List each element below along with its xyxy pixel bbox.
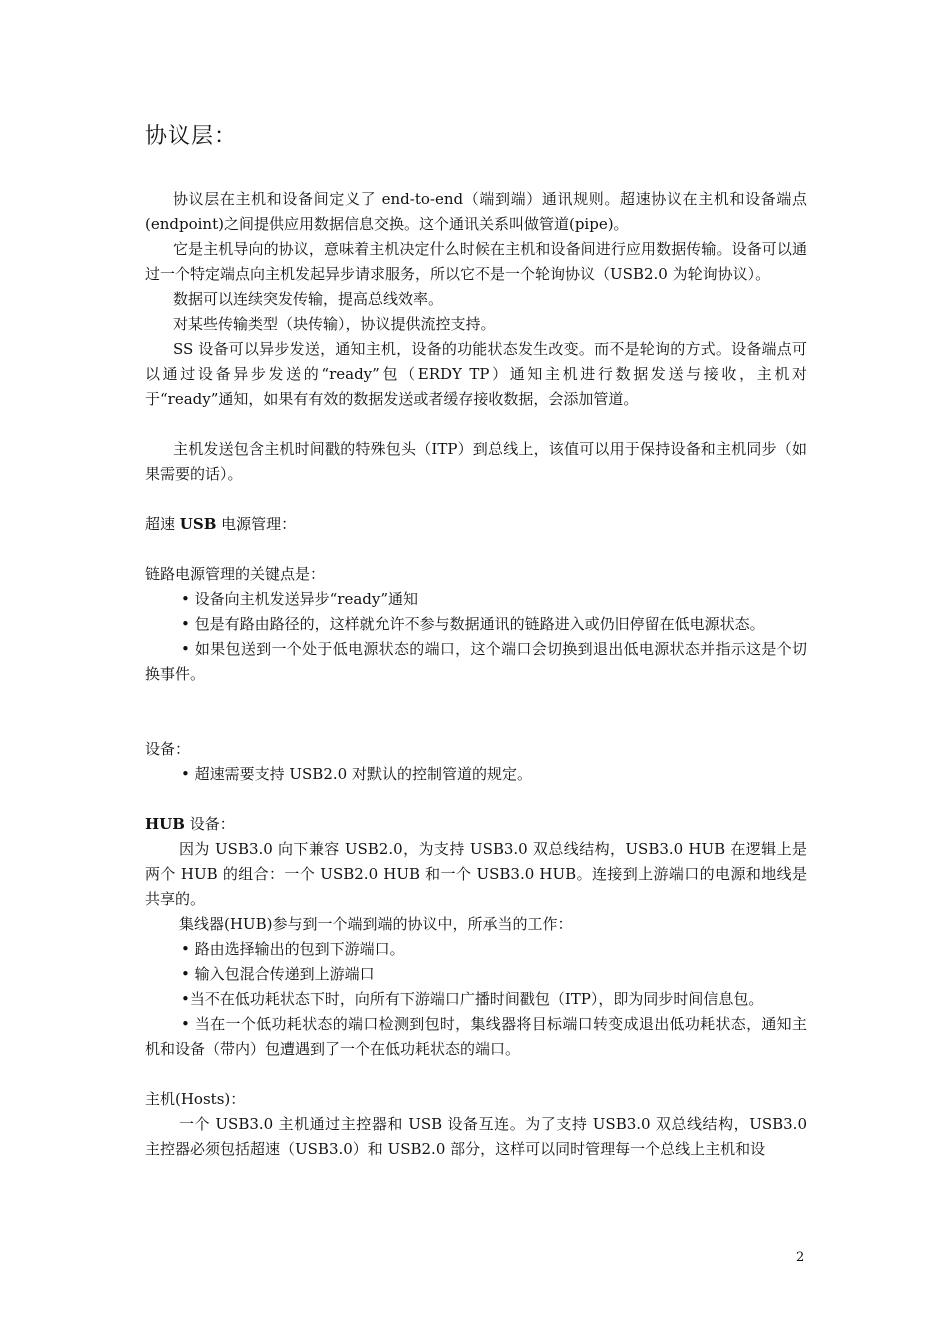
power-heading-bold: USB <box>179 515 217 533</box>
protocol-paragraph-3: 数据可以连续突发传输，提高总线效率。 <box>173 290 444 308</box>
hub-bullet-4: • 当在一个低功耗状态的端口检测到包时，集线器将目标端口转变成退出低功耗状态，通知主机和设备（带内）包遭遇到了一个在低功耗状态的端口。 <box>145 1015 807 1058</box>
spacer <box>145 487 807 512</box>
protocol-paragraph-4: 对某些传输类型（块传输），协议提供流控支持。 <box>173 315 496 333</box>
power-bullet-1: • 设备向主机发送异步“ready”通知 <box>181 590 419 608</box>
hub-bullet-3: •当不在低功耗状态下时，向所有下游端口广播时间戳包（ITP），即为同步时间信息包。 <box>181 990 764 1008</box>
hub-paragraph-1: 因为 USB3.0 向下兼容 USB2.0，为支持 USB3.0 双总线结构，USB3.0 HUB 在逻辑上是两个 HUB 的组合：一个 USB2.0 HUB 和一个 USB3.0 HUB。连接到上游端口的电源和地线是共享的。 <box>145 840 807 908</box>
hub-paragraph-2: 集线器(HUB)参与到一个端到端的协议中，所承当的工作： <box>179 915 573 933</box>
spacer <box>145 1062 807 1087</box>
hub-heading <box>145 812 807 837</box>
hub-heading-bold: HUB <box>145 815 185 833</box>
device-bullet-1: • 超速需要支持 USB2.0 对默认的控制管道的规定。 <box>181 765 532 783</box>
device-heading: 设备： <box>145 740 191 758</box>
power-heading-post: 电源管理： <box>216 515 297 533</box>
document-body <box>145 187 807 1162</box>
page-number: 2 <box>796 1250 805 1265</box>
spacer <box>145 537 807 562</box>
power-bullet-2: • 包是有路由路径的，这样就允许不参与数据通讯的链路进入或仍旧停留在低电源状态。 <box>181 615 765 633</box>
spacer <box>145 687 807 737</box>
spacer <box>145 412 807 437</box>
power-bullet-3: • 如果包送到一个处于低电源状态的端口，这个端口会切换到退出低电源状态并指示这是个切换事件。 <box>145 640 807 683</box>
protocol-paragraph-2: 它是主机导向的协议，意味着主机决定什么时候在主机和设备间进行应用数据传输。设备可以通过一个特定端点向主机发起异步请求服务，所以它不是一个轮询协议（USB2.0 为轮询协议）。 <box>145 240 807 283</box>
hub-bullet-2: • 输入包混合传递到上游端口 <box>181 965 375 983</box>
page-title: 协议层： <box>145 124 238 149</box>
power-intro: 链路电源管理的关键点是： <box>145 565 326 583</box>
protocol-paragraph-6: 主机发送包含主机时间戳的特殊包头（ITP）到总线上，该值可以用于保持设备和主机同步（如果需要的话）。 <box>145 440 807 483</box>
protocol-paragraph-5: SS 设备可以异步发送，通知主机，设备的功能状态发生改变。而不是轮询的方式。设备端点可以通过设备异步发送的“ready”包（ERDY TP）通知主机进行数据发送与接收，主机对于“ready”通知，如果有有效的数据发送或者缓存接收数据，会添加管道。 <box>145 340 807 408</box>
hosts-paragraph-1: 一个 USB3.0 主机通过主控器和 USB 设备互连。为了支持 USB3.0 双总线结构，USB3.0 主控器必须包括超速（USB3.0）和 USB2.0 部分，这样可以同时管理每一个总线上主机和设 <box>145 1115 807 1158</box>
power-management-heading <box>145 512 807 537</box>
power-heading-pre: 超速 <box>145 515 180 533</box>
hosts-heading: 主机(Hosts)： <box>145 1090 246 1108</box>
hub-bullet-1: • 路由选择输出的包到下游端口。 <box>181 940 405 958</box>
hub-heading-post: 设备： <box>184 815 235 833</box>
protocol-paragraph-1: 协议层在主机和设备间定义了 end-to-end（端到端）通讯规则。超速协议在主机和设备端点(endpoint)之间提供应用数据信息交换。这个通讯关系叫做管道(pipe)。 <box>145 190 807 233</box>
spacer <box>145 787 807 812</box>
